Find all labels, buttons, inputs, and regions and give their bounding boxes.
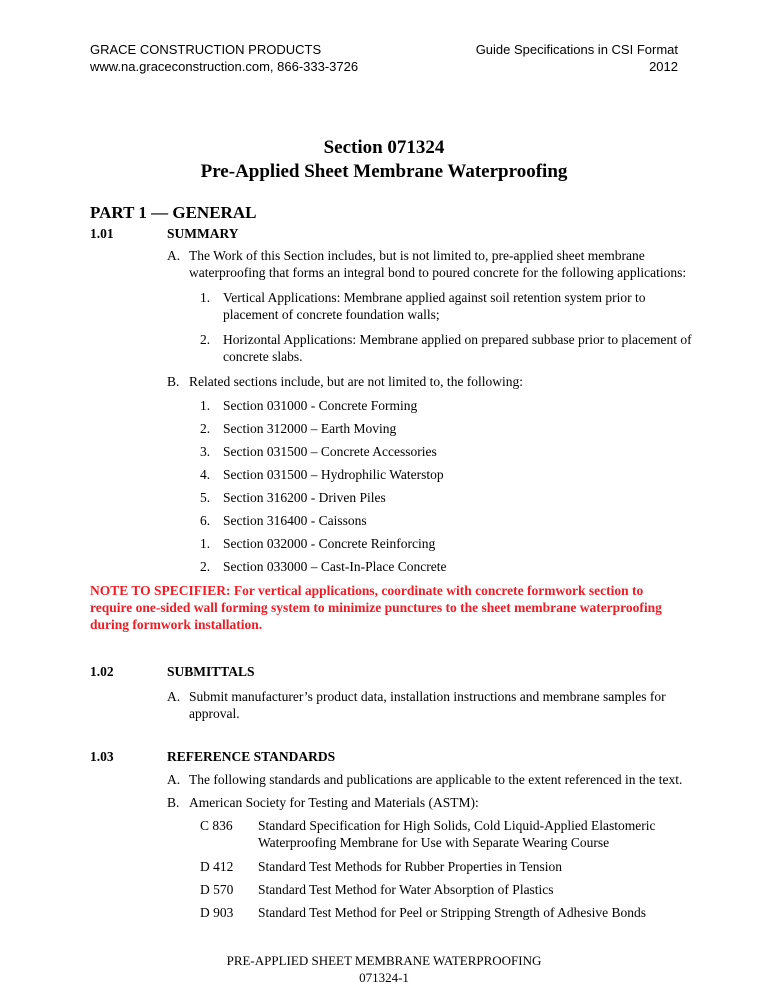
- article-number: 1.02: [90, 664, 114, 679]
- section-name-title: Pre-Applied Sheet Membrane Waterproofing: [200, 161, 568, 182]
- document-year: 2012: [649, 59, 678, 74]
- subparagraph-text: concrete slabs.: [223, 349, 303, 364]
- list-item-number: 2.: [200, 421, 211, 436]
- standard-code: D 570: [200, 882, 234, 897]
- list-item-number: 1.: [200, 398, 211, 413]
- article-heading: SUBMITTALS: [167, 664, 255, 679]
- list-item-number: 4.: [200, 467, 211, 482]
- note-line: require one-sided wall forming system to minimize punctures to the sheet membrane waterproofing: [90, 600, 662, 615]
- section-number-title: Section 071324: [323, 137, 445, 158]
- standard-code: D 412: [200, 859, 234, 874]
- document-type: Guide Specifications in CSI Format: [475, 42, 678, 57]
- standard-title: Waterproofing Membrane for Use with Separate Wearing Course: [258, 835, 610, 850]
- paragraph-text: Related sections include, but are not limited to, the following:: [189, 374, 524, 389]
- note-line: during formwork installation.: [90, 617, 263, 632]
- article-heading: SUMMARY: [167, 226, 239, 241]
- standard-title: Standard Test Method for Peel or Stripping Strength of Adhesive Bonds: [258, 905, 647, 920]
- section-title: [0, 136, 768, 184]
- standard-code: C 836: [200, 818, 233, 833]
- list-item-number: 6.: [200, 513, 211, 528]
- subparagraph-label: 2.: [200, 332, 211, 347]
- list-item-number: 1.: [200, 536, 211, 551]
- list-item: Section 033000 – Cast-In-Place Concrete: [223, 559, 447, 574]
- paragraph-text: waterproofing that forms an integral bond to poured concrete for the following applications:: [189, 265, 687, 280]
- paragraph-text: approval.: [189, 706, 240, 721]
- standard-title: Standard Test Method for Water Absorption of Plastics: [258, 882, 554, 897]
- list-item-number: 3.: [200, 444, 211, 459]
- page-footer: [0, 952, 768, 986]
- header-right: [476, 41, 678, 75]
- standard-title: Standard Specification for High Solids, Cold Liquid-Applied Elastomeric: [258, 818, 656, 833]
- paragraph-label: B.: [167, 374, 180, 389]
- paragraph-text: Submit manufacturer’s product data, installation instructions and membrane samples for: [189, 689, 666, 704]
- list-item: Section 031500 – Concrete Accessories: [223, 444, 437, 459]
- paragraph-text: The Work of this Section includes, but is not limited to, pre-applied sheet membrane: [189, 248, 645, 263]
- paragraph-label: A.: [167, 689, 181, 704]
- note-line: NOTE TO SPECIFIER: For vertical applications, coordinate with concrete formwork section to: [90, 583, 644, 598]
- specifier-note: [90, 582, 690, 633]
- article-number: 1.03: [90, 749, 114, 764]
- subparagraph-label: 1.: [200, 290, 211, 305]
- company-contact: www.na.graceconstruction.com, 866-333-3726: [90, 59, 359, 74]
- paragraph-text: American Society for Testing and Materials (ASTM):: [189, 795, 479, 810]
- list-item-number: 2.: [200, 559, 211, 574]
- article-number: 1.01: [90, 226, 114, 241]
- list-item: Section 316200 - Driven Piles: [223, 490, 386, 505]
- list-item-number: 5.: [200, 490, 211, 505]
- part-heading: PART 1 — GENERAL: [90, 203, 257, 222]
- paragraph-label: A.: [167, 772, 181, 787]
- standard-title: Standard Test Methods for Rubber Properties in Tension: [258, 859, 562, 874]
- footer-title: PRE-APPLIED SHEET MEMBRANE WATERPROOFING: [226, 953, 542, 968]
- company-name: GRACE CONSTRUCTION PRODUCTS: [90, 42, 322, 57]
- list-item: Section 031500 – Hydrophilic Waterstop: [223, 467, 444, 482]
- subparagraph-text: placement of concrete foundation walls;: [223, 307, 440, 322]
- list-item: Section 312000 – Earth Moving: [223, 421, 397, 436]
- subparagraph-text: Vertical Applications: Membrane applied against soil retention system prior to: [223, 290, 646, 305]
- list-item: Section 032000 - Concrete Reinforcing: [223, 536, 436, 551]
- paragraph-label: A.: [167, 248, 181, 263]
- article-heading: REFERENCE STANDARDS: [167, 749, 336, 764]
- standard-code: D 903: [200, 905, 234, 920]
- header-left: [90, 41, 358, 75]
- list-item: Section 031000 - Concrete Forming: [223, 398, 418, 413]
- page-number: 071324-1: [359, 970, 409, 985]
- list-item: Section 316400 - Caissons: [223, 513, 367, 528]
- subparagraph-text: Horizontal Applications: Membrane applied on prepared subbase prior to placement of: [223, 332, 692, 347]
- paragraph-text: The following standards and publications are applicable to the extent referenced in the text.: [189, 772, 683, 787]
- paragraph-label: B.: [167, 795, 180, 810]
